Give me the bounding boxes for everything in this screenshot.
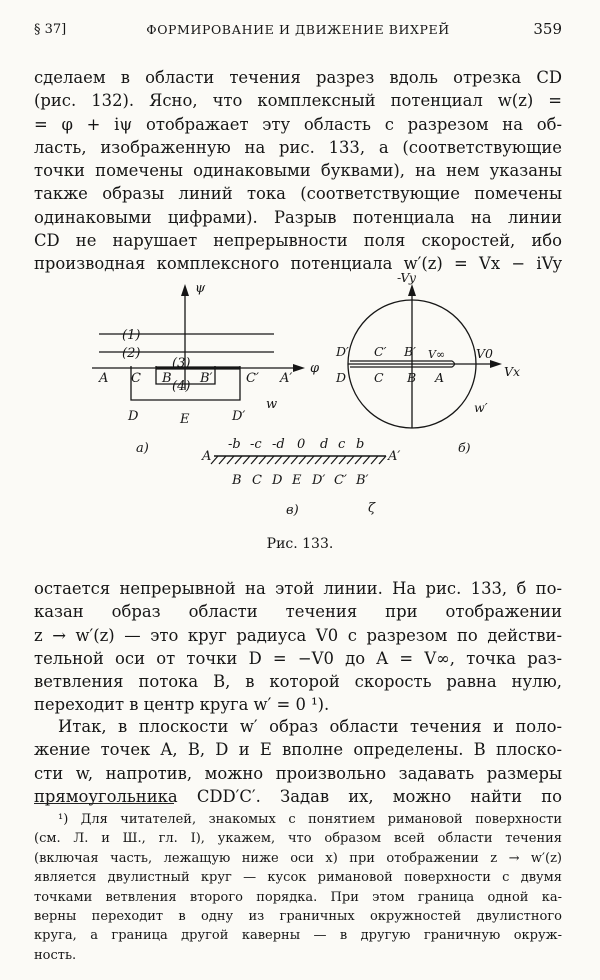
tick-zero: 0 [297, 437, 306, 452]
footnote-line: (см. Л. и Ш., гл. I), укажем, что образом всей области течения [34, 831, 562, 847]
streamline-4-label: (4) [172, 379, 191, 394]
text-line: сти w, напротив, можно произвольно задавать размеры [34, 763, 562, 783]
streamline-3-label: (3) [172, 356, 191, 371]
page-number: 359 [533, 20, 562, 38]
vy-axis-arrow [408, 284, 416, 296]
text-line: ласть, изображенную на рис. 133, a (соответствующие [34, 137, 562, 157]
point-A: A [99, 371, 109, 386]
point-C-c: C [252, 473, 262, 488]
text-line: = φ + iψ отображает эту область с разрезом на об- [34, 114, 562, 134]
end-A: A [202, 449, 212, 464]
point-B-prime-c: B′ [356, 473, 369, 488]
tick-minus-c: -c [250, 437, 262, 452]
tick-minus-b: -b [228, 437, 241, 452]
footnote [34, 810, 562, 965]
panel-c [211, 456, 386, 464]
text-line: тельной оси от точки D = −V0 до A = V∞, точка раз- [34, 648, 562, 668]
footnote-line: точками ветвления второго порядка. При этом граница одной ка- [34, 889, 562, 905]
text-line: также образы линий тока (соответствующие помечены [34, 184, 562, 204]
paragraph-2 [34, 577, 562, 717]
footnote-line: ¹) Для читателей, знакомых с понятием римановой поверхности [58, 812, 562, 827]
streamline-2-label: (2) [122, 346, 141, 361]
hatching [211, 456, 386, 464]
running-header [34, 22, 562, 42]
psi-axis-arrow [181, 284, 189, 296]
panel-b-label: б) [458, 440, 471, 455]
text-line: z → w′(z) — это круг радиуса V0 с разрезом по действи- [34, 625, 562, 645]
vx-axis-label: Vx [504, 364, 521, 379]
v0-label: V0 [476, 346, 493, 361]
text-line: точки помечены одинаковыми буквами), на нем указаны [34, 161, 562, 181]
paragraph-3 [34, 715, 562, 808]
point-D-prime-c: D′ [312, 473, 326, 488]
vy-axis-label: -Vy [397, 270, 416, 285]
text-line: одинаковыми цифрами). Разрыв потенциала на линии [34, 207, 562, 227]
text-line: прямоугольника CDD′C′. Задав их, можно найти по [34, 786, 562, 806]
text-line: производная комплексного потенциала w′(z) = Vx − iVy [34, 254, 562, 274]
text-line: жение точек A, B, D и E вполне определены. В плоско- [34, 740, 562, 760]
footnote-line: (включая часть, лежащую ниже оси x) при отображении z → w′(z) [34, 850, 562, 866]
point-B-prime-b: B′ [404, 344, 417, 359]
panel-a-label: a) [136, 441, 149, 456]
point-B-b: B [407, 370, 417, 385]
figure-133 [34, 268, 574, 530]
point-D-prime: D′ [232, 409, 246, 424]
footnote-line: верны переходит в одну из граничных окружностей двулистного [34, 909, 562, 925]
point-E-c: E [292, 473, 302, 488]
tick-c: c [338, 437, 346, 452]
point-D: D [128, 409, 139, 424]
vx-axis-arrow [490, 360, 502, 368]
phi-axis-arrow [293, 364, 305, 372]
tick-minus-d: -d [272, 437, 285, 452]
text-line: CD не нарушает непрерывности поля скоростей, ибо [34, 231, 562, 251]
panel-c-label: в) [286, 503, 299, 518]
text-line: сделаем в области течения разрез вдоль отрезка CD [34, 68, 562, 87]
streamline-1-label: (1) [122, 328, 141, 343]
point-D-c: D [272, 473, 283, 488]
point-C-prime: C′ [246, 371, 259, 386]
psi-axis-label: ψ [195, 281, 206, 296]
figure-caption: Рис. 133. [266, 536, 334, 552]
footnote-line: ность. [34, 947, 77, 963]
running-title: ФОРМИРОВАНИЕ И ДВИЖЕНИЕ ВИХРЕЙ [146, 22, 450, 37]
point-C-prime-c: C′ [334, 473, 347, 488]
text-line: казан образ области течения при отображении [34, 602, 562, 622]
tick-b: b [356, 437, 365, 452]
v-inf-label: V∞ [428, 348, 446, 361]
point-E: E [180, 412, 190, 427]
point-A-b: A [435, 370, 445, 385]
tick-d: d [320, 437, 329, 452]
footnote-rule [34, 803, 174, 804]
plane-w-prime-label: w′ [474, 400, 488, 415]
point-D-b: D [336, 370, 347, 385]
text-line: Итак, в плоскости w′ образ области течения и поло- [58, 717, 562, 736]
point-C-b: C [374, 370, 384, 385]
text-line: переходит в центр круга w′ = 0 ¹). [34, 695, 330, 715]
point-B-c: B [232, 473, 242, 488]
point-C: C [131, 371, 141, 386]
point-C-prime-b: C′ [374, 344, 387, 359]
section-number: § 37] [34, 22, 67, 37]
phi-axis-label: φ [310, 361, 320, 376]
plane-zeta-label: ζ [368, 501, 376, 516]
point-D-prime-b: D′ [336, 344, 349, 359]
text-line: (рис. 132). Ясно, что комплексный потенциал w(z) = [34, 91, 562, 111]
footnote-line: круга, а граница другой каверны — в другую граничную окруж- [34, 928, 562, 944]
point-A-prime: A′ [280, 371, 293, 386]
text-line: ветвления потока B, в которой скорость равна нулю, [34, 672, 562, 692]
point-B-prime: B′ [200, 371, 213, 386]
footnote-line: является двулистный круг — кусок римановой поверхности с двумя [34, 870, 562, 886]
point-B: B [162, 371, 172, 386]
plane-w-label: w [266, 397, 278, 412]
text-line: остается непрерывной на этой линии. На рис. 133, б по- [34, 579, 562, 598]
end-A-prime: A′ [388, 449, 401, 464]
paragraph-1 [34, 66, 562, 276]
